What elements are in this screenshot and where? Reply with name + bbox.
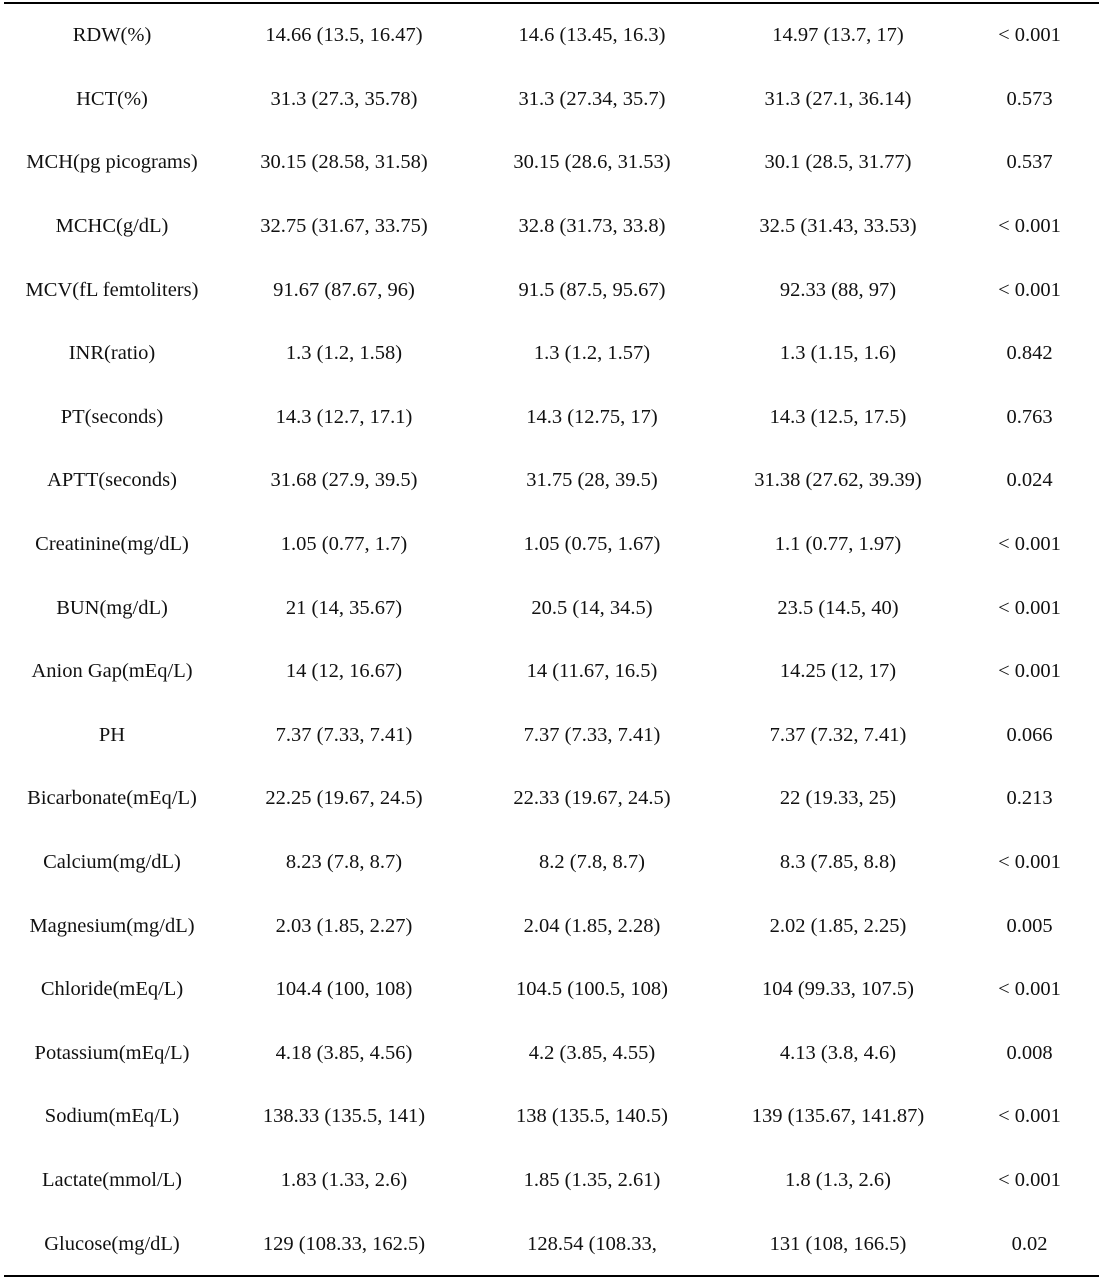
table-row bbox=[4, 894, 1099, 958]
group1-cell: 104.4 (100, 108) bbox=[275, 978, 413, 1001]
p-value-cell: 0.005 bbox=[1006, 914, 1053, 937]
group1-cell: 7.37 (7.33, 7.41) bbox=[275, 723, 413, 746]
table-row bbox=[4, 4, 1099, 68]
group3-cell: 2.02 (1.85, 2.25) bbox=[769, 914, 907, 937]
variable-cell: MCH(pg picograms) bbox=[26, 151, 198, 174]
group3-cell: 4.13 (3.8, 4.6) bbox=[779, 1041, 897, 1064]
group2-cell: 8.2 (7.8, 8.7) bbox=[539, 851, 645, 874]
group3-cell: 23.5 (14.5, 40) bbox=[777, 596, 899, 619]
group3-cell: 14.3 (12.5, 17.5) bbox=[769, 405, 907, 428]
p-value-cell: < 0.001 bbox=[998, 978, 1061, 1001]
group2-cell: 1.3 (1.2, 1.57) bbox=[533, 342, 651, 365]
variable-cell: Lactate(mmol/L) bbox=[41, 1168, 183, 1191]
p-value-cell: < 0.001 bbox=[998, 278, 1061, 301]
group1-cell: 8.23 (7.8, 8.7) bbox=[285, 851, 403, 874]
group3-cell: 30.1 (28.5, 31.77) bbox=[764, 151, 912, 174]
variable-cell: Magnesium(mg/dL) bbox=[29, 914, 195, 937]
group2-cell: 20.5 (14, 34.5) bbox=[531, 596, 653, 619]
variable-cell: APTT(seconds) bbox=[47, 469, 177, 492]
variable-cell: Anion Gap(mEq/L) bbox=[31, 660, 193, 683]
group1-cell: 21 (14, 35.67) bbox=[285, 596, 403, 619]
variable-cell: MCHC(g/dL) bbox=[55, 215, 169, 238]
p-value-cell: < 0.001 bbox=[998, 596, 1061, 619]
group3-cell: 139 (135.67, 141.87) bbox=[751, 1105, 925, 1128]
p-value-cell: < 0.001 bbox=[998, 533, 1061, 556]
group1-cell: 91.67 (87.67, 96) bbox=[273, 278, 415, 301]
p-value-cell: < 0.001 bbox=[998, 1105, 1061, 1128]
table-row bbox=[4, 576, 1099, 640]
group3-cell: 31.3 (27.1, 36.14) bbox=[764, 87, 912, 110]
table-row bbox=[4, 958, 1099, 1022]
table-row bbox=[4, 1149, 1099, 1213]
table-row bbox=[4, 386, 1099, 450]
p-value-cell: 0.842 bbox=[1006, 342, 1053, 365]
group3-cell: 131 (108, 166.5) bbox=[769, 1232, 907, 1255]
bottom-rule bbox=[4, 1275, 1099, 1277]
group3-cell: 104 (99.33, 107.5) bbox=[761, 978, 915, 1001]
p-value-cell: 0.02 bbox=[1011, 1232, 1048, 1255]
table-row bbox=[4, 1212, 1099, 1276]
variable-cell: BUN(mg/dL) bbox=[56, 596, 168, 619]
p-value-cell: 0.537 bbox=[1006, 151, 1053, 174]
group2-cell: 138 (135.5, 140.5) bbox=[515, 1105, 669, 1128]
group3-cell: 14.25 (12, 17) bbox=[779, 660, 897, 683]
p-value-cell: 0.008 bbox=[1006, 1041, 1053, 1064]
group3-cell: 8.3 (7.85, 8.8) bbox=[779, 851, 897, 874]
variable-cell: Chloride(mEq/L) bbox=[40, 978, 184, 1001]
table-row bbox=[4, 1022, 1099, 1086]
variable-cell: PT(seconds) bbox=[60, 405, 164, 428]
group2-cell: 32.8 (31.73, 33.8) bbox=[518, 215, 666, 238]
p-value-cell: < 0.001 bbox=[998, 215, 1061, 238]
group2-cell: 1.05 (0.75, 1.67) bbox=[523, 533, 661, 556]
group3-cell: 14.97 (13.7, 17) bbox=[772, 24, 904, 47]
variable-cell: Glucose(mg/dL) bbox=[44, 1232, 180, 1255]
variable-cell: Creatinine(mg/dL) bbox=[35, 533, 189, 556]
group2-cell: 128.54 (108.33, bbox=[527, 1232, 657, 1255]
p-value-cell: 0.763 bbox=[1006, 405, 1053, 428]
group3-cell: 7.37 (7.32, 7.41) bbox=[769, 723, 907, 746]
table-row bbox=[4, 195, 1099, 259]
table-row bbox=[4, 449, 1099, 513]
variable-cell: Potassium(mEq/L) bbox=[34, 1041, 190, 1064]
group1-cell: 138.33 (135.5, 141) bbox=[262, 1105, 426, 1128]
group2-cell: 7.37 (7.33, 7.41) bbox=[523, 723, 661, 746]
group2-cell: 31.3 (27.34, 35.7) bbox=[518, 87, 666, 110]
p-value-cell: < 0.001 bbox=[998, 1168, 1061, 1191]
variable-cell: Bicarbonate(mEq/L) bbox=[27, 787, 197, 810]
group3-cell: 32.5 (31.43, 33.53) bbox=[759, 215, 917, 238]
group2-cell: 2.04 (1.85, 2.28) bbox=[523, 914, 661, 937]
group2-cell: 14.3 (12.75, 17) bbox=[526, 405, 658, 428]
group3-cell: 1.3 (1.15, 1.6) bbox=[779, 342, 897, 365]
group2-cell: 104.5 (100.5, 108) bbox=[515, 978, 669, 1001]
p-value-cell: < 0.001 bbox=[998, 851, 1061, 874]
table-row bbox=[4, 131, 1099, 195]
group2-cell: 22.33 (19.67, 24.5) bbox=[513, 787, 671, 810]
group1-cell: 1.3 (1.2, 1.58) bbox=[285, 342, 403, 365]
group1-cell: 1.05 (0.77, 1.7) bbox=[280, 533, 408, 556]
group1-cell: 4.18 (3.85, 4.56) bbox=[275, 1041, 413, 1064]
group1-cell: 31.68 (27.9, 39.5) bbox=[270, 469, 418, 492]
group3-cell: 22 (19.33, 25) bbox=[779, 787, 897, 810]
table-body bbox=[4, 4, 1099, 1276]
group1-cell: 14.66 (13.5, 16.47) bbox=[265, 24, 423, 47]
table-row bbox=[4, 640, 1099, 704]
table-row bbox=[4, 767, 1099, 831]
group3-cell: 1.1 (0.77, 1.97) bbox=[774, 533, 902, 556]
table-row bbox=[4, 68, 1099, 132]
group3-cell: 31.38 (27.62, 39.39) bbox=[754, 469, 922, 492]
group1-cell: 31.3 (27.3, 35.78) bbox=[270, 87, 418, 110]
table-row bbox=[4, 1085, 1099, 1149]
variable-cell: RDW(%) bbox=[72, 24, 152, 47]
group2-cell: 30.15 (28.6, 31.53) bbox=[513, 151, 671, 174]
group2-cell: 4.2 (3.85, 4.55) bbox=[528, 1041, 656, 1064]
group1-cell: 14 (12, 16.67) bbox=[285, 660, 403, 683]
group2-cell: 14.6 (13.45, 16.3) bbox=[518, 24, 666, 47]
group1-cell: 129 (108.33, 162.5) bbox=[262, 1232, 426, 1255]
p-value-cell: < 0.001 bbox=[998, 24, 1061, 47]
table-row bbox=[4, 831, 1099, 895]
group3-cell: 1.8 (1.3, 2.6) bbox=[785, 1168, 891, 1191]
table-row bbox=[4, 704, 1099, 768]
table-row bbox=[4, 258, 1099, 322]
group1-cell: 14.3 (12.7, 17.1) bbox=[275, 405, 413, 428]
p-value-cell: 0.066 bbox=[1006, 723, 1053, 746]
table-row bbox=[4, 513, 1099, 577]
lab-values-table bbox=[4, 4, 1099, 1276]
group1-cell: 2.03 (1.85, 2.27) bbox=[275, 914, 413, 937]
group3-cell: 92.33 (88, 97) bbox=[779, 278, 897, 301]
variable-cell: INR(ratio) bbox=[68, 342, 156, 365]
group1-cell: 1.83 (1.33, 2.6) bbox=[280, 1168, 408, 1191]
group2-cell: 31.75 (28, 39.5) bbox=[526, 469, 658, 492]
group2-cell: 91.5 (87.5, 95.67) bbox=[518, 278, 666, 301]
group2-cell: 14 (11.67, 16.5) bbox=[526, 660, 658, 683]
p-value-cell: < 0.001 bbox=[998, 660, 1061, 683]
group1-cell: 30.15 (28.58, 31.58) bbox=[260, 151, 428, 174]
variable-cell: Sodium(mEq/L) bbox=[44, 1105, 180, 1128]
p-value-cell: 0.024 bbox=[1006, 469, 1053, 492]
group1-cell: 32.75 (31.67, 33.75) bbox=[260, 215, 428, 238]
group2-cell: 1.85 (1.35, 2.61) bbox=[523, 1168, 661, 1191]
variable-cell: HCT(%) bbox=[76, 87, 148, 110]
variable-cell: MCV(fL femtoliters) bbox=[25, 278, 199, 301]
p-value-cell: 0.573 bbox=[1006, 87, 1053, 110]
variable-cell: Calcium(mg/dL) bbox=[43, 851, 181, 874]
group1-cell: 22.25 (19.67, 24.5) bbox=[265, 787, 423, 810]
variable-cell: PH bbox=[98, 723, 126, 746]
table-row bbox=[4, 322, 1099, 386]
p-value-cell: 0.213 bbox=[1006, 787, 1053, 810]
